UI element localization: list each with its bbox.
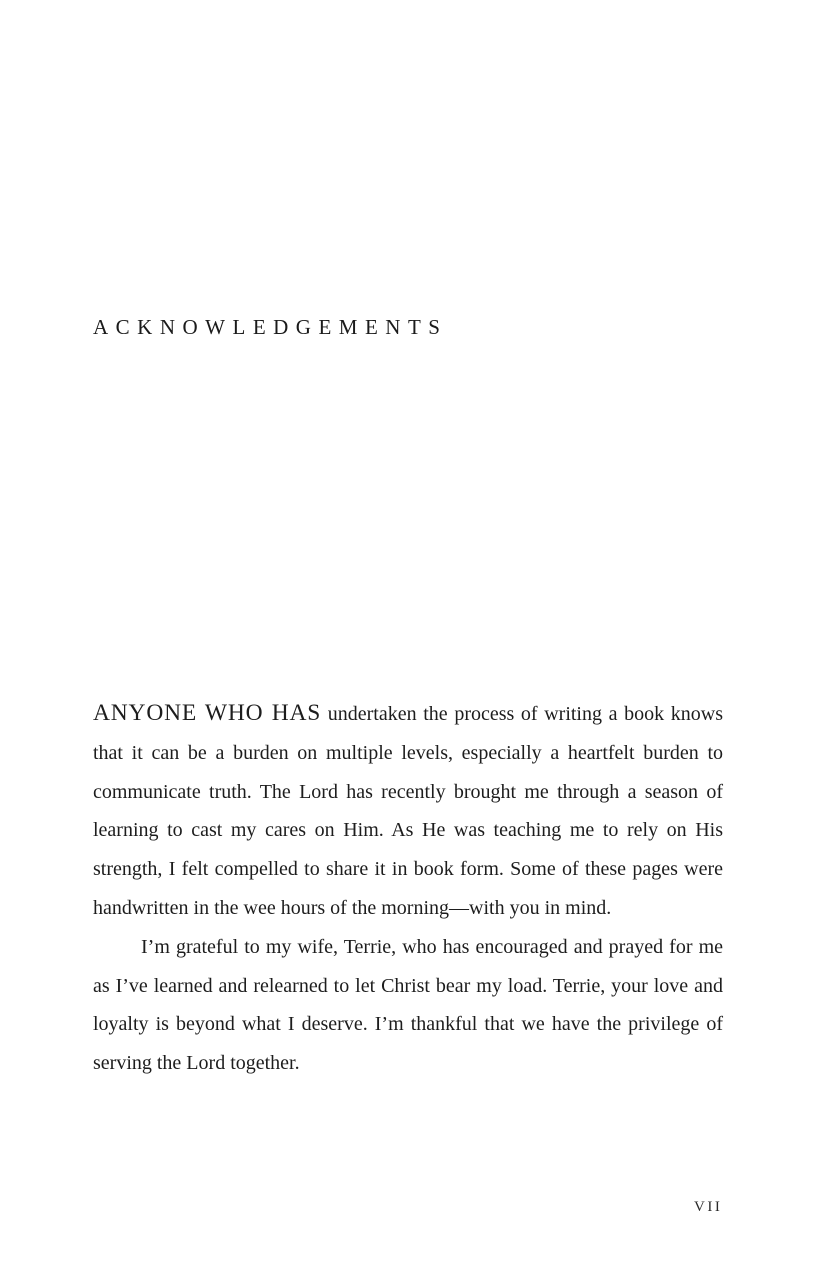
page-number: VII — [694, 1199, 723, 1215]
paragraph-1-text: undertaken the process of writing a book knows that it can be a burden on multiple levels, especially a heartfelt burden to communicate truth. The Lord has recently brought me through a season of learning to cast my cares on Him. As He was teaching me to rely on His strength, I felt compelled to share it in book form. Some of these pages were handwritten in the wee hours of the morning—with you in mind. — [93, 703, 723, 919]
paragraph-2: I’m grateful to my wife, Terrie, who has encouraged and prayed for me as I’ve learned and relearned to let Christ bear my load. Terrie, your love and loyalty is beyond what I deserve. I’m thankful that we have the privilege of serving the Lord together. — [93, 935, 723, 1075]
paragraph-1-lead-in: ANYONE WHO HAS — [93, 700, 322, 726]
paragraph-1 — [93, 694, 723, 928]
chapter-heading: ACKNOWLEDGEMENTS — [93, 315, 448, 339]
body-text-block — [93, 694, 723, 1083]
